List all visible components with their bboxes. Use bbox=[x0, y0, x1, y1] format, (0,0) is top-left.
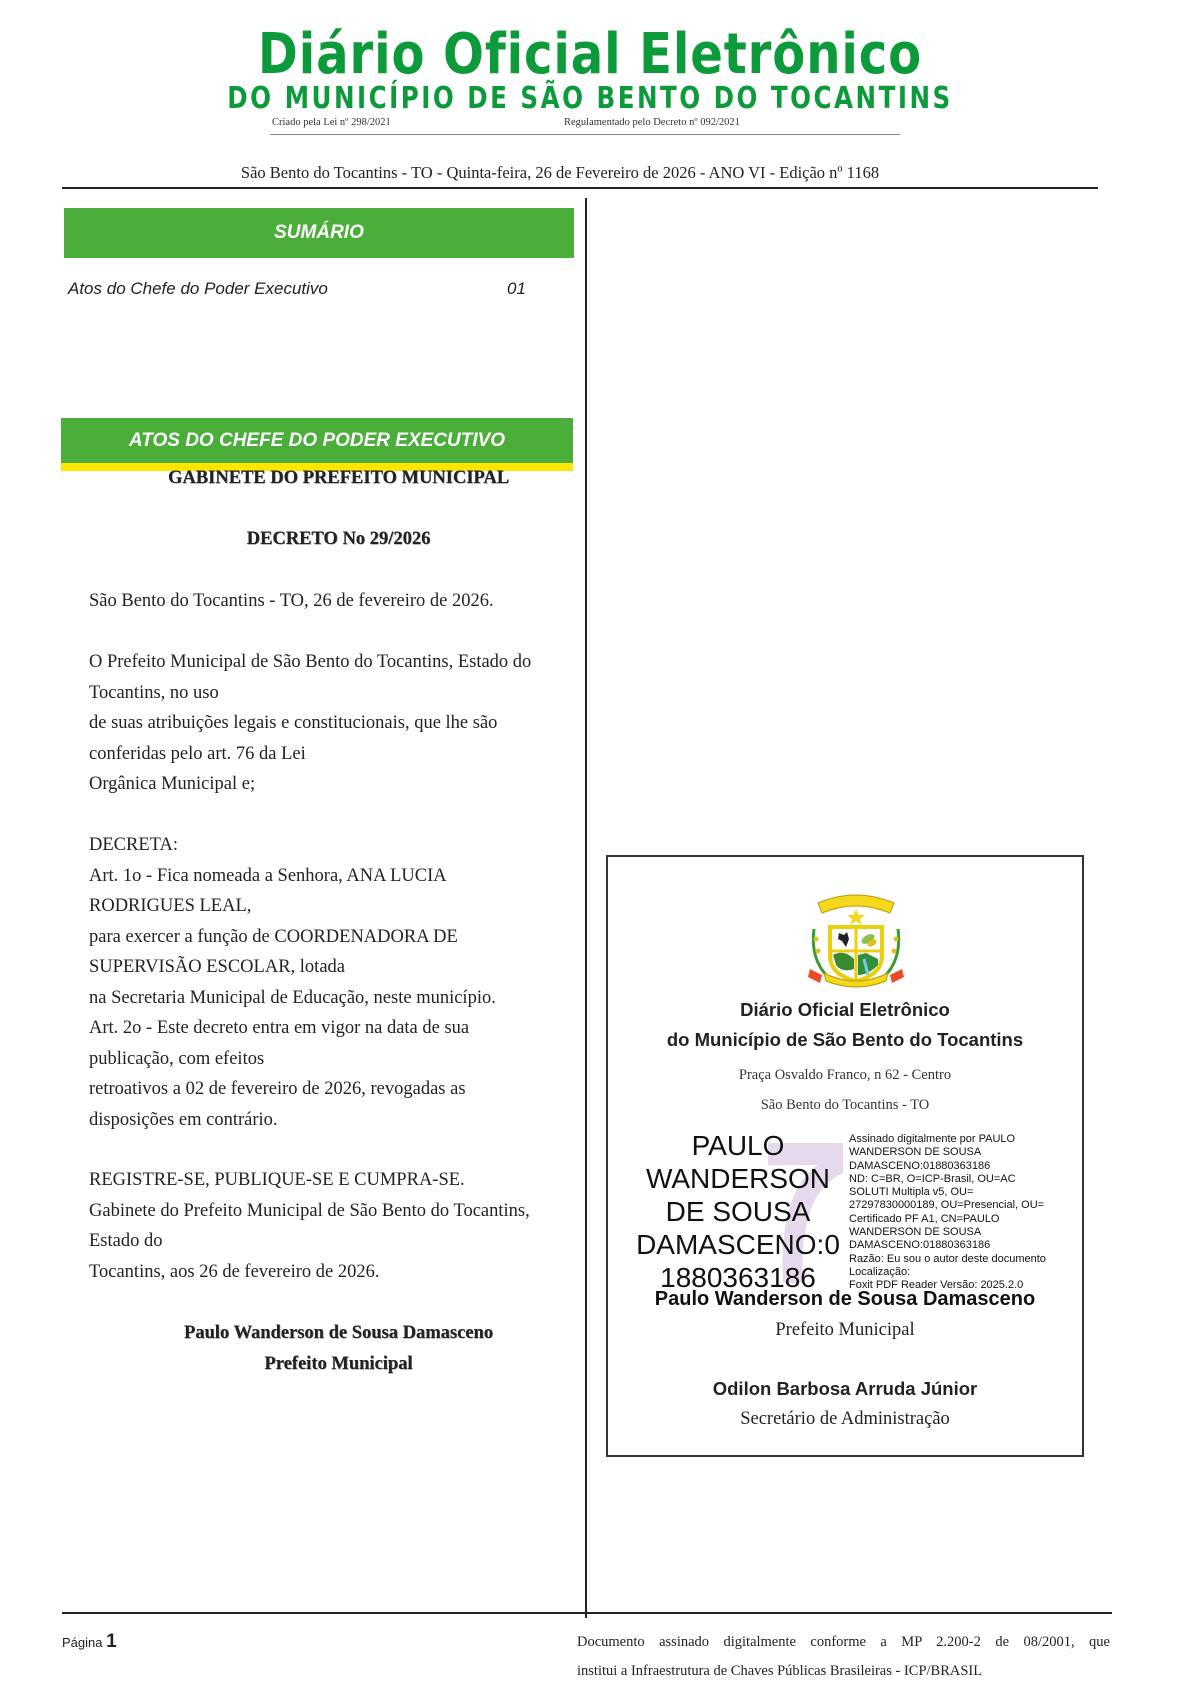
footer-legal-note-line2: institui a Infraestrutura de Chaves Públicas Brasileiras - ICP/BRASIL bbox=[577, 1663, 983, 1679]
box-title-line1: Diário Oficial Eletrônico bbox=[740, 999, 950, 1020]
page-number: 1 bbox=[106, 1631, 117, 1652]
box-title-line2: do Município de São Bento do Tocantins bbox=[666, 1029, 1024, 1050]
preamble-line: Tocantins, no uso bbox=[89, 682, 219, 703]
header-rule bbox=[62, 187, 1098, 189]
digital-signature-name: PAULO WANDERSON DE SOUSA DAMASCENO:0 1880363186 bbox=[636, 1130, 840, 1293]
article-line: publicação, com efeitos bbox=[89, 1048, 265, 1069]
article-line: Art. 1o - Fica nomeada a Senhora, ANA LUCIA bbox=[89, 865, 447, 886]
place-date-line: São Bento do Tocantins - TO, 26 de fevereiro de 2026. bbox=[89, 591, 494, 611]
article-line: Art. 2o - Este decreto entra em vigor na data de sua bbox=[89, 1018, 470, 1038]
masthead-title: Diário Oficial Eletrônico bbox=[257, 22, 923, 87]
digital-signature-panel bbox=[606, 855, 1084, 1457]
article-line: na Secretaria Municipal de Educação, neste município. bbox=[89, 987, 496, 1008]
closing-line: Gabinete do Prefeito Municipal de São Bento do Tocantins, bbox=[89, 1200, 530, 1221]
toc-item-page: 01 bbox=[507, 279, 526, 298]
footer-legal-note-line1: Documento assinado digitalmente conforme a MP 2.200-2 de 08/2001, que bbox=[577, 1634, 1110, 1650]
closing-line: REGISTRE-SE, PUBLIQUE-SE E CUMPRA-SE. bbox=[89, 1170, 465, 1190]
masthead-subtitle: DO MUNICÍPIO DE SÃO BENTO DO TOCANTINS bbox=[227, 81, 953, 116]
secretary-role: Secretário de Administração bbox=[740, 1409, 950, 1429]
decree-place-date bbox=[89, 586, 589, 617]
office-heading: GABINETE DO PREFEITO MUNICIPAL bbox=[167, 468, 510, 488]
decree-preamble bbox=[89, 647, 589, 800]
closing-line: Tocantins, aos 26 de fevereiro de 2026. bbox=[89, 1261, 380, 1282]
toc-item-label[interactable]: Atos do Chefe do Poder Executivo bbox=[68, 279, 328, 298]
article-line: disposições em contrário. bbox=[89, 1109, 278, 1130]
box-address-line1: Praça Osvaldo Franco, n 62 - Centro bbox=[738, 1067, 952, 1083]
creation-law-note: Criado pela Lei nº 298/2021 bbox=[272, 117, 391, 128]
footer-rule bbox=[62, 1612, 1112, 1614]
article-line: para exercer a função de COORDENADORA DE bbox=[89, 926, 458, 947]
box-address-line2: São Bento do Tocantins - TO bbox=[760, 1097, 930, 1113]
edition-dateline: São Bento do Tocantins - TO - Quinta-feira, 26 de Fevereiro de 2026 - ANO VI - Edição nº 1168 bbox=[240, 163, 880, 182]
preamble-line: conferidas pelo art. 76 da Lei bbox=[89, 743, 306, 764]
signer-role: Prefeito Municipal bbox=[264, 1354, 413, 1374]
article-line: retroativos a 02 de fevereiro de 2026, revogadas as bbox=[89, 1079, 466, 1099]
preamble-line: de suas atribuições legais e constitucionais, que lhe são bbox=[89, 713, 498, 733]
preamble-line: Orgânica Municipal e; bbox=[89, 774, 256, 794]
coat-of-arms-icon bbox=[806, 889, 906, 989]
secretary-name: Odilon Barbosa Arruda Júnior bbox=[712, 1378, 978, 1399]
preamble-line: O Prefeito Municipal de São Bento do Tocantins, Estado do bbox=[89, 652, 532, 672]
article-line: DECRETA: bbox=[89, 835, 178, 855]
decree-closing bbox=[89, 1165, 589, 1287]
decree-signature bbox=[61, 1318, 616, 1380]
box-signer-name: Paulo Wanderson de Sousa Damasceno bbox=[654, 1288, 1036, 1310]
closing-line: Estado do bbox=[89, 1231, 163, 1251]
masthead-divider bbox=[270, 134, 900, 135]
signer-name: Paulo Wanderson de Sousa Damasceno bbox=[183, 1323, 494, 1343]
page-label: Página bbox=[62, 1635, 103, 1650]
regulation-decree-note: Regulamentado pelo Decreto nº 092/2021 bbox=[564, 117, 740, 128]
article-line: RODRIGUES LEAL, bbox=[89, 896, 252, 916]
decree-title: DECRETO No 29/2026 bbox=[246, 529, 431, 549]
digital-signature-details[interactable]: Assinado digitalmente por PAULO WANDERSON DE SOUSA DAMASCENO:01880363186 ND: C=BR, O=ICP-Brasil, OU=AC SOLUTI Multipla v5, OU= 27297830000189, OU=Presencial, OU= Certificado PF A1, CN=PAULO WANDERSON DE SOUSA DAMASCENO:01880363186 Razão: Eu sou o autor deste documento Localização: Foxit PDF Reader Versão: 2025.2.0 bbox=[849, 1133, 1046, 1292]
box-signer-role: Prefeito Municipal bbox=[775, 1320, 915, 1340]
summary-heading: SUMÁRIO bbox=[64, 208, 574, 258]
page-indicator bbox=[62, 1631, 117, 1653]
article-line: SUPERVISÃO ESCOLAR, lotada bbox=[89, 957, 345, 977]
section-heading: ATOS DO CHEFE DO PODER EXECUTIVO bbox=[61, 418, 573, 463]
decree-articles bbox=[89, 830, 589, 1135]
